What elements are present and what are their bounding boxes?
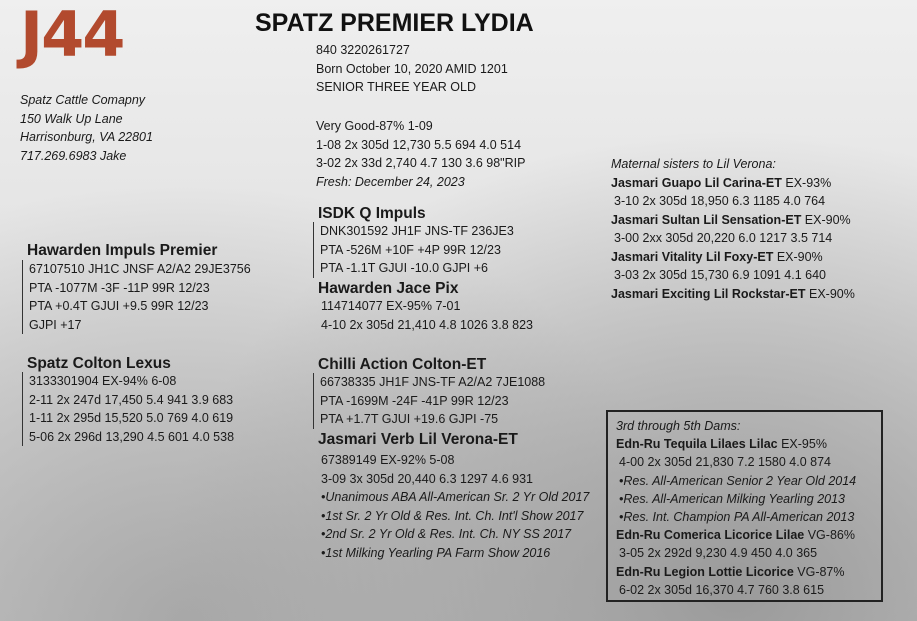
sire-line: PTA +0.4T GJUI +9.5 99R 12/23: [29, 299, 209, 313]
sires-sire-block: [313, 222, 514, 278]
ancestor-dam-entry: Edn-Ru Legion Lottie Licorice VG-87%: [616, 564, 845, 579]
dams-sire-block: [313, 373, 545, 429]
maternal-sisters: [611, 155, 855, 303]
dam-line: 3133301904 EX-94% 6-08: [29, 374, 177, 388]
sire-line: 67107510 JH1C JNSF A2/A2 29JE3756: [29, 262, 251, 276]
sister-entry: Jasmari Vitality Lil Foxy-ET EX-90%: [611, 249, 823, 264]
ancestor-dam-entry: Edn-Ru Tequila Lilaes Lilac EX-95%: [616, 437, 827, 452]
sires-dam-line: 114714077 EX-95% 7-01: [321, 299, 461, 313]
sires-sire-line: PTA -526M +10F +4P 99R 12/23: [320, 242, 501, 257]
dams-dam-honor: •1st Sr. 2 Yr Old & Res. Int. Ch. Int'l Show 2017: [321, 508, 584, 523]
ancestor-dam-honor: •Res. All-American Milking Yearling 2013: [619, 491, 846, 506]
dams-sire-name: Chilli Action Colton-ET: [318, 356, 487, 373]
ancestor-dam-record: 4-00 2x 305d 21,830 7.2 1580 4.0 874: [619, 455, 831, 470]
animal-name-title: SPATZ PREMIER LYDIA: [255, 9, 534, 37]
sister-entry: Jasmari Guapo Lil Carina-ET EX-93%: [611, 175, 832, 190]
ancestor-dam-honor: •Res. All-American Senior 2 Year Old 2014: [619, 473, 857, 488]
lot-number: J44: [20, 0, 124, 71]
record-line: 1-08 2x 305d 12,730 5.5 694 4.0 514: [316, 137, 522, 152]
birth-date: Born October 10, 2020 AMID 1201: [316, 61, 508, 76]
sister-record: 3-03 2x 305d 15,730 6.9 1091 4.1 640: [614, 268, 826, 282]
maternal-sisters-heading: Maternal sisters to Lil Verona:: [611, 157, 776, 171]
animal-id-block: [316, 41, 508, 97]
dams-dam-line: 67389149 EX-92% 5-08: [321, 453, 455, 467]
sire-line: PTA -1077M -3F -11P 99R 12/23: [29, 280, 210, 295]
sires-sire-name: ISDK Q Impuls: [318, 205, 426, 222]
owner-city: Harrisonburg, VA 22801: [20, 130, 153, 144]
ancestor-dam-entry: Edn-Ru Comerica Licorice Lilae VG-86%: [616, 528, 855, 543]
sires-dam-block: [321, 297, 533, 334]
dams-dam-line: 3-09 3x 305d 20,440 6.3 1297 4.6 931: [321, 471, 533, 486]
sister-record: 3-10 2x 305d 18,950 6.3 1185 4.0 764: [614, 194, 826, 208]
record-line: 3-02 2x 33d 2,740 4.7 130 3.6 98"RIP: [316, 156, 526, 170]
production-record: [316, 117, 525, 191]
sire-line: GJPI +17: [29, 317, 82, 332]
dams-dam-honor: •Unanimous ABA All-American Sr. 2 Yr Old 2017: [321, 490, 590, 504]
sires-sire-line: DNK301592 JH1F JNS-TF 236JE3: [320, 224, 514, 238]
sires-dam-name: Hawarden Jace Pix: [318, 280, 459, 297]
sire-name: Hawarden Impuls Premier: [27, 242, 218, 259]
owner-address: [20, 91, 153, 165]
sister-record: 3-00 2xx 305d 20,220 6.0 1217 3.5 714: [614, 231, 833, 245]
registration-number: 840 3220261727: [316, 43, 410, 57]
ancestor-dams-heading: 3rd through 5th Dams:: [616, 419, 741, 433]
age-class: SENIOR THREE YEAR OLD: [316, 80, 476, 94]
dams-sire-line: PTA +1.7T GJUI +19.6 GJPI -75: [320, 412, 499, 426]
dams-sire-line: 66738335 JH1F JNS-TF A2/A2 7JE1088: [320, 375, 546, 389]
sire-block: [22, 260, 251, 334]
dams-dam-honor: •2nd Sr. 2 Yr Old & Res. Int. Ch. NY SS 2017: [321, 527, 572, 541]
ancestor-dam-honor: •Res. Int. Champion PA All-American 2013: [619, 510, 855, 525]
dam-line: 5-06 2x 296d 13,290 4.5 601 4.0 538: [29, 429, 235, 444]
classification: Very Good-87% 1-09: [316, 119, 433, 133]
dams-sire-line: PTA -1699M -24F -41P 99R 12/23: [320, 393, 509, 408]
owner-phone: 717.269.6983 Jake: [20, 148, 127, 163]
sister-entry: Jasmari Exciting Lil Rockstar-ET EX-90%: [611, 286, 855, 301]
sires-dam-line: 4-10 2x 305d 21,410 4.8 1026 3.8 823: [321, 317, 533, 332]
sister-entry: Jasmari Sultan Lil Sensation-ET EX-90%: [611, 212, 851, 227]
sires-sire-line: PTA -1.1T GJUI -10.0 GJPI +6: [320, 261, 489, 275]
dams-dam-honor: •1st Milking Yearling PA Farm Show 2016: [321, 545, 551, 560]
dam-name: Spatz Colton Lexus: [27, 355, 171, 372]
dams-dam-name: Jasmari Verb Lil Verona-ET: [318, 431, 518, 448]
ancestor-dam-record: 3-05 2x 292d 9,230 4.9 450 4.0 365: [619, 546, 818, 561]
dams-dam-block: [321, 451, 589, 562]
ancestor-dam-record: 6-02 2x 305d 16,370 4.7 760 3.8 615: [619, 582, 825, 597]
dam-line: 2-11 2x 247d 17,450 5.4 941 3.9 683: [29, 392, 234, 407]
owner-name: Spatz Cattle Comapny: [20, 93, 146, 107]
owner-street: 150 Walk Up Lane: [20, 111, 123, 126]
dam-line: 1-11 2x 295d 15,520 5.0 769 4.0 619: [29, 411, 234, 425]
fresh-date: Fresh: December 24, 2023: [316, 174, 465, 189]
ancestor-dams-box: [606, 410, 883, 602]
dam-block: [22, 372, 234, 446]
